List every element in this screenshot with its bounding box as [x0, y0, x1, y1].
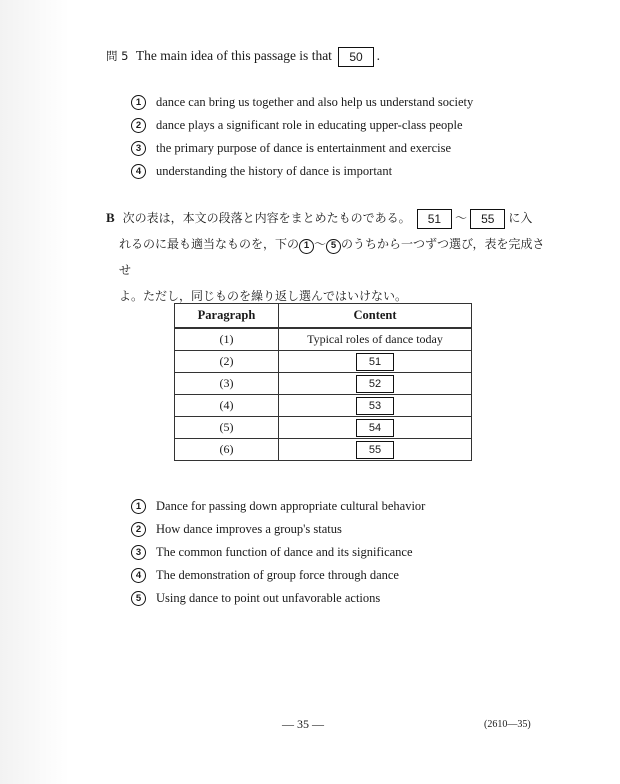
content-cell	[279, 439, 472, 461]
table-header-row	[175, 304, 472, 329]
circled-number-icon: 1	[131, 95, 146, 110]
answer-box-range-start[interactable]: 51	[417, 209, 452, 229]
circled-number-icon: 3	[131, 141, 146, 156]
part-b-line-3: よ。ただし，同じものを繰り返し選んではいけない。	[119, 289, 408, 303]
part-b-line-2	[106, 231, 546, 283]
circled-number-icon: 3	[131, 545, 146, 560]
page-code: (2610—35)	[484, 719, 531, 730]
paragraph-cell: (2)	[175, 351, 279, 373]
option-item[interactable]	[131, 137, 473, 160]
table-row	[175, 439, 472, 461]
part-b-text: 次の表は，本文の段落と内容をまとめたものである。	[122, 211, 411, 225]
header-content: Content	[279, 304, 472, 329]
table-row	[175, 328, 472, 351]
question-5-period: .	[376, 48, 381, 64]
option-item[interactable]	[131, 160, 473, 183]
answer-box-54[interactable]: 54	[356, 419, 394, 437]
circled-number-icon: 1	[131, 499, 146, 514]
paragraph-cell: (1)	[175, 328, 279, 351]
option-item[interactable]	[131, 91, 473, 114]
option-text: understanding the history of dance is important	[156, 164, 393, 178]
question-5-label: 問 5	[106, 49, 129, 64]
paragraph-cell: (3)	[175, 373, 279, 395]
answer-box-55[interactable]: 55	[356, 441, 394, 459]
page-number: — 35 —	[282, 717, 324, 731]
circled-number-icon: 4	[131, 164, 146, 179]
paragraph-cell: (4)	[175, 395, 279, 417]
table-row	[175, 373, 472, 395]
table-row	[175, 395, 472, 417]
part-b-text: れるのに最も適当なものを，下の	[119, 237, 300, 251]
answer-box-50[interactable]: 50	[338, 47, 373, 67]
content-cell	[279, 351, 472, 373]
circled-number-icon: 5	[326, 239, 341, 254]
answer-box-51[interactable]: 51	[356, 353, 394, 371]
paragraph-cell: (6)	[175, 439, 279, 461]
part-b-line-1	[106, 205, 546, 231]
content-cell: Typical roles of dance today	[279, 328, 472, 351]
option-text: dance plays a significant role in educating upper-class people	[156, 118, 463, 132]
content-cell	[279, 373, 472, 395]
option-text: How dance improves a group's status	[156, 522, 342, 536]
part-b-label: B	[106, 210, 115, 225]
option-item[interactable]	[131, 564, 425, 587]
option-text: The common function of dance and its significance	[156, 545, 413, 559]
tilde: ～	[314, 237, 327, 251]
option-item[interactable]	[131, 541, 425, 564]
question-5-options	[131, 91, 473, 183]
table-row	[175, 351, 472, 373]
option-item[interactable]	[131, 114, 473, 137]
option-text: the primary purpose of dance is entertainment and exercise	[156, 141, 452, 155]
scan-edge-texture	[0, 0, 70, 784]
part-b-text: に入	[508, 211, 533, 225]
part-b-options	[131, 495, 425, 610]
part-b-text: のうちから一つずつ選び，表を完成させ	[119, 237, 545, 277]
question-5-stem	[106, 47, 380, 67]
circled-number-icon: 5	[131, 591, 146, 606]
answer-box-52[interactable]: 52	[356, 375, 394, 393]
paragraph-cell: (5)	[175, 417, 279, 439]
content-cell	[279, 395, 472, 417]
option-item[interactable]	[131, 587, 425, 610]
circled-number-icon: 2	[131, 118, 146, 133]
question-5-text: The main idea of this passage is that	[135, 48, 332, 64]
answer-box-53[interactable]: 53	[356, 397, 394, 415]
content-cell	[279, 417, 472, 439]
option-text: Using dance to point out unfavorable actions	[156, 591, 381, 605]
option-text: The demonstration of group force through dance	[156, 568, 399, 582]
option-item[interactable]	[131, 495, 425, 518]
part-b-instructions	[106, 205, 546, 309]
option-item[interactable]	[131, 518, 425, 541]
header-paragraph: Paragraph	[175, 304, 279, 329]
summary-table	[174, 303, 472, 461]
tilde: ～	[455, 211, 468, 225]
circled-number-icon: 2	[131, 522, 146, 537]
circled-number-icon: 1	[299, 239, 314, 254]
answer-box-range-end[interactable]: 55	[470, 209, 505, 229]
table-row	[175, 417, 472, 439]
option-text: Dance for passing down appropriate cultural behavior	[156, 499, 426, 513]
option-text: dance can bring us together and also help us understand society	[156, 95, 474, 109]
circled-number-icon: 4	[131, 568, 146, 583]
